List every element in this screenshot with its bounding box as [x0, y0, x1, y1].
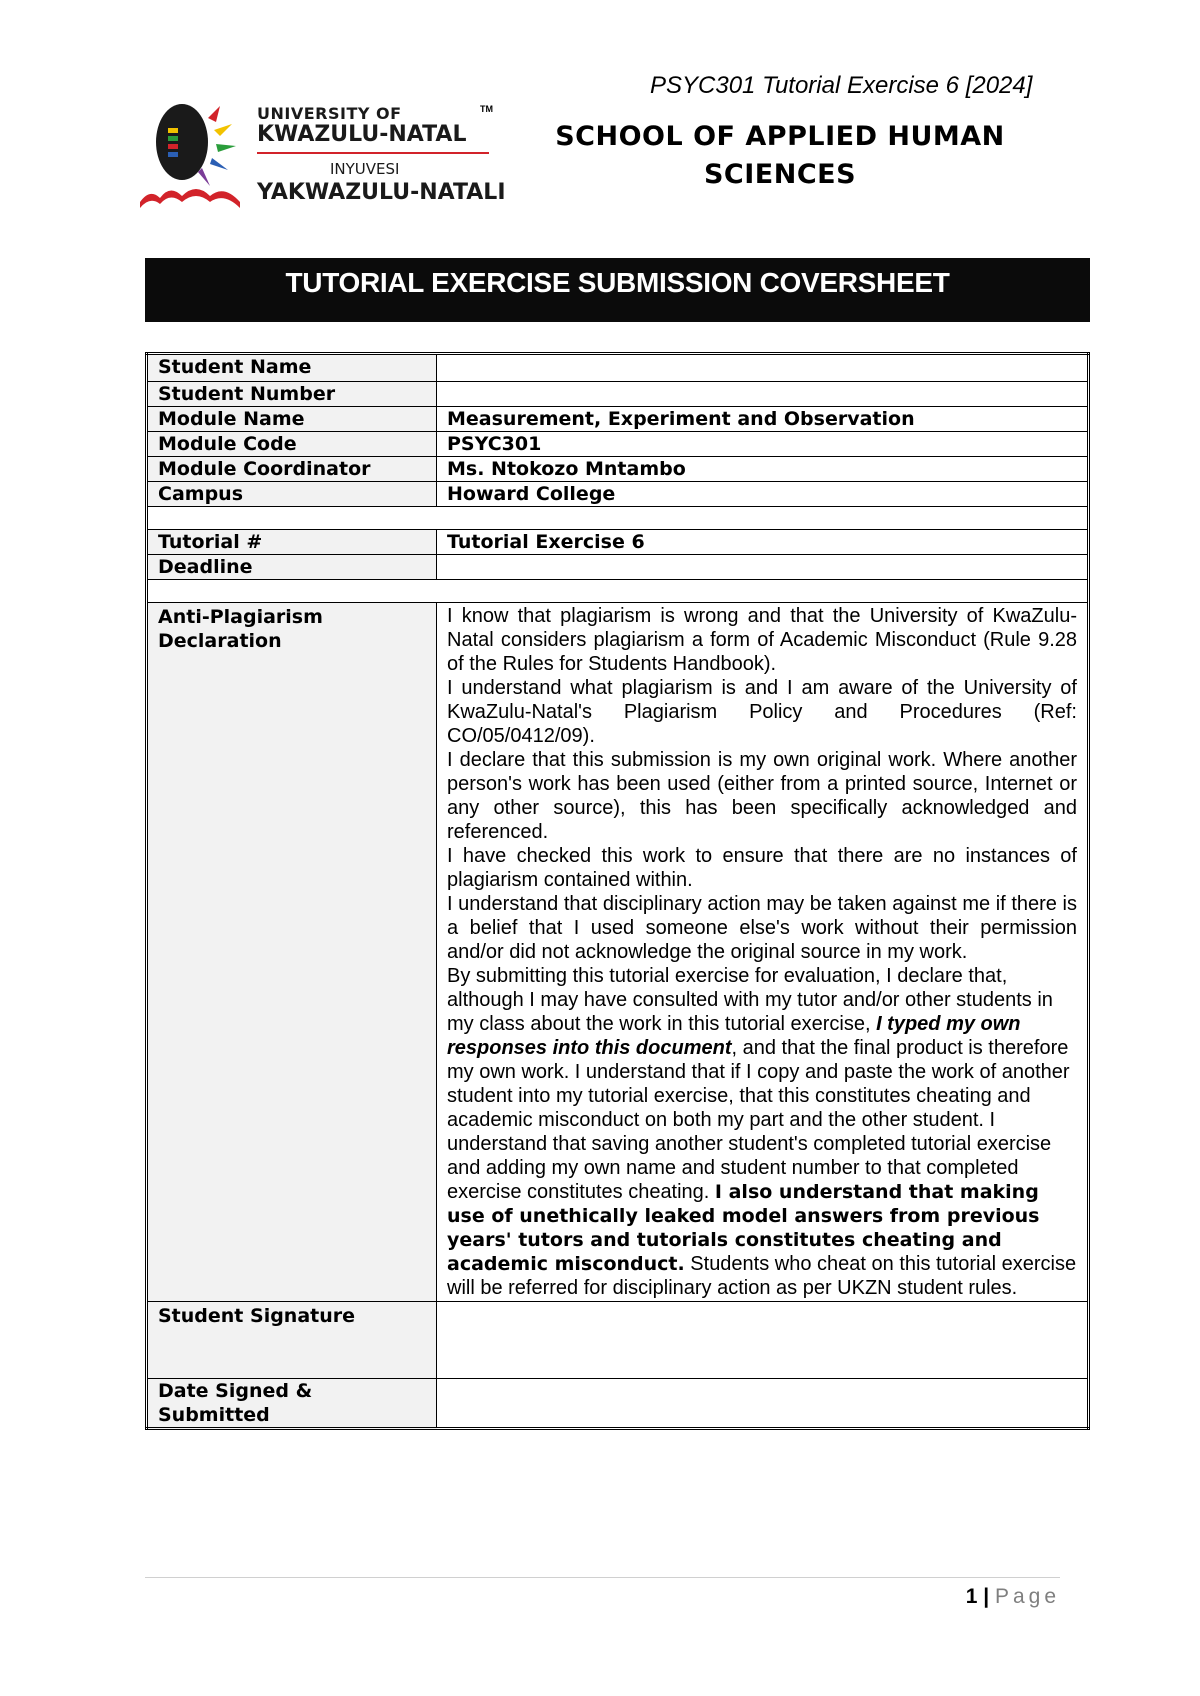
logo-line-yakwazulu-natali: YAKWAZULU-NATALI — [257, 180, 506, 205]
declaration-p6-emphasis: I typed my own responses into this document — [447, 1013, 1021, 1059]
table-row-campus — [147, 482, 1089, 507]
page-number-separator: | — [983, 1585, 990, 1608]
university-logo — [140, 98, 506, 212]
logo-trademark: TM — [480, 104, 493, 114]
declaration-paragraph-1: I know that plagiarism is wrong and that the University of KwaZulu-Natal considers plagiarism a form of Academic Misconduct (Rule 9.28 of the Rules for Students Handbook). — [447, 605, 1077, 675]
table-row-module-code — [147, 432, 1089, 457]
campus-label: Campus — [147, 482, 437, 507]
declaration-paragraph-5: I understand that disciplinary action may be taken against me if there is a belief that I used someone else's work without their permission and/or did not acknowledge the original source in my work. — [447, 893, 1077, 963]
page-word: Page — [994, 1585, 1060, 1608]
ukzn-emblem-icon — [140, 98, 252, 212]
table-row-declaration — [147, 603, 1089, 1302]
date-signed-label: Date Signed & Submitted — [147, 1379, 437, 1429]
table-spacer-row — [147, 507, 1089, 530]
module-coordinator-label: Module Coordinator — [147, 457, 437, 482]
logo-divider — [257, 152, 489, 154]
tutorial-value: Tutorial Exercise 6 — [437, 530, 1089, 555]
tutorial-label: Tutorial # — [147, 530, 437, 555]
logo-line-kwazulu-natal: KWAZULU-NATAL — [257, 122, 467, 147]
page-number-value: 1 — [965, 1585, 978, 1608]
table-row-tutorial — [147, 530, 1089, 555]
table-spacer-row — [147, 580, 1089, 603]
student-name-field[interactable] — [437, 354, 1089, 382]
spacer-cell — [147, 507, 1089, 530]
declaration-text — [437, 603, 1089, 1302]
module-code-label: Module Code — [147, 432, 437, 457]
table-row-date-signed — [147, 1379, 1089, 1429]
declaration-p6-bold: I also understand that making use of unethically leaked model answers from previous years' tutors and tutorials constitutes cheating and academic misconduct. — [447, 1181, 1040, 1275]
table-row-module-coordinator — [147, 457, 1089, 482]
signature-field[interactable] — [437, 1302, 1089, 1379]
module-name-label: Module Name — [147, 407, 437, 432]
date-signed-field[interactable] — [437, 1379, 1089, 1429]
declaration-p6-text-a: By submitting this tutorial exercise for evaluation, I declare that, although I may have consulted with my tutor and/or other students in my class about the work in this tutorial exercise, — [447, 965, 1053, 1035]
table-row-student-number — [147, 382, 1089, 407]
logo-line-university-of: UNIVERSITY OF — [257, 104, 402, 123]
deadline-field[interactable] — [437, 555, 1089, 580]
footer-divider — [145, 1577, 1060, 1578]
declaration-paragraph-3: I declare that this submission is my own original work. Where another person's work has been used (either from a printed source, Internet or any other source), this has been specifically acknowledged and referenced. — [447, 749, 1077, 843]
declaration-paragraph-6 — [447, 964, 1077, 1300]
page-number — [860, 1585, 1060, 1609]
table-row-signature — [147, 1302, 1089, 1379]
school-name: SCHOOL OF APPLIED HUMAN SCIENCES — [555, 121, 1005, 190]
campus-value: Howard College — [437, 482, 1089, 507]
document-reference: PSYC301 Tutorial Exercise 6 [2024] — [650, 72, 1033, 99]
deadline-label: Deadline — [147, 555, 437, 580]
table-row-student-name — [147, 354, 1089, 382]
declaration-p6-text-c: , and that the final product is therefore my own work. I understand that if I copy and paste the work of another student into my tutorial exercise, that this constitutes cheating and academic misconduct on both my part and the other student. I understand that saving another student's completed tutorial exercise and adding my own name and student number to that completed exercise constitutes cheating. — [447, 1037, 1070, 1203]
logo-line-inyuvesi: INYUVESI — [330, 160, 400, 178]
module-code-value: PSYC301 — [437, 432, 1089, 457]
module-coordinator-value: Ms. Ntokozo Mntambo — [437, 457, 1089, 482]
declaration-paragraph-4: I have checked this work to ensure that there are no instances of plagiarism contained within. — [447, 845, 1077, 891]
coversheet-table — [145, 352, 1090, 1430]
student-number-field[interactable] — [437, 382, 1089, 407]
declaration-p6-text-e: Students who cheat on this tutorial exercise will be referred for disciplinary action as per UKZN student rules. — [447, 1253, 1077, 1299]
declaration-paragraph-2: I understand what plagiarism is and I am aware of the University of KwaZulu-Natal's Plagiarism Policy and Procedures (Ref: CO/05/0412/09). — [447, 677, 1077, 747]
table-row-deadline — [147, 555, 1089, 580]
signature-label: Student Signature — [147, 1302, 437, 1379]
table-row-module-name — [147, 407, 1089, 432]
module-name-value: Measurement, Experiment and Observation — [437, 407, 1089, 432]
coversheet-title-banner: TUTORIAL EXERCISE SUBMISSION COVERSHEET — [145, 258, 1090, 322]
spacer-cell — [147, 580, 1089, 603]
student-number-label: Student Number — [147, 382, 437, 407]
student-name-label: Student Name — [147, 354, 437, 382]
declaration-label: Anti-Plagiarism Declaration — [147, 603, 437, 1302]
